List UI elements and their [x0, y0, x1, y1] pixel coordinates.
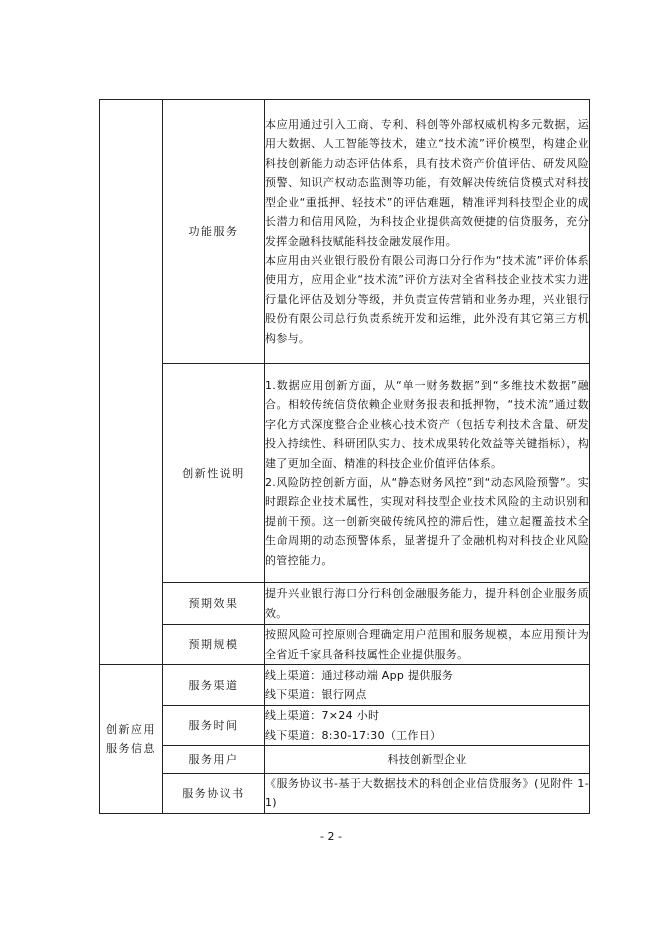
paragraph: 线上渠道：7×24 小时 — [265, 709, 380, 723]
row-label-agreement: 服务协议书 — [163, 774, 265, 814]
row-label-function-service: 功能服务 — [163, 100, 265, 364]
agreement-content: 《服务协议书-基于大数据技术的科创企业信贷服务》(见附件 1-1) — [265, 774, 590, 814]
page-number: - 2 - — [320, 830, 342, 843]
table-row — [100, 774, 590, 814]
innovation-content — [265, 364, 590, 583]
table-row — [100, 583, 590, 625]
table-row — [100, 364, 590, 583]
group-label-text: 创新应用服务信息 — [106, 722, 156, 755]
table-row — [100, 706, 590, 746]
users-content: 科技创新型企业 — [265, 746, 590, 774]
paragraph: 本应用通过引入工商、专利、科创等外部权威机构多元数据，运用大数据、人工智能等技术，建立“技术流”评价模型，构建企业科技创新能力动态评估体系，具有技术资产价值评估、研发风险预警、知识产权动态监测等功能，有效解决传统信贷模式对科技型企业“重抵押、轻技术”的评估难题，精准评判科技型企业的成长潜力和信用风险，为科技企业提供高效便捷的信贷服务，充分发挥金融科技赋能科技金融发展作用。 — [265, 118, 589, 248]
service-info-group-label — [100, 665, 163, 814]
row-label-channel: 服务渠道 — [163, 665, 265, 706]
row-label-expected-effect: 预期效果 — [163, 583, 265, 625]
paragraph: 线下渠道：银行网点 — [265, 688, 367, 701]
channel-content — [265, 665, 590, 706]
time-content — [265, 706, 590, 746]
table-row — [100, 100, 590, 364]
table-row — [100, 665, 590, 706]
row-label-expected-scale: 预期规模 — [163, 625, 265, 665]
function-service-content — [265, 100, 590, 364]
empty-group-cell — [100, 100, 163, 665]
expected-effect-content: 提升兴业银行海口分行科创金融服务能力，提升科创企业服务质效。 — [265, 583, 590, 625]
paragraph: 线下渠道：8:30-17:30（工作日） — [265, 728, 442, 742]
paragraph: 1.数据应用创新方面，从“单一财务数据”到“多维技术数据”融合。相较传统信贷依赖企业财务报表和抵押物，“技术流”通过数字化方式深度整合企业核心技术资产（包括专利技术含量、研发投入持续性、科研团队实力、技术成果转化效益等关键指标），构建了更加全面、精准的科技企业价值评估体系。 — [265, 378, 589, 470]
table-row — [100, 746, 590, 774]
table-row — [100, 625, 590, 665]
expected-scale-content: 按照风险可控原则合理确定用户范围和服务规模，本应用预计为全省近千家具备科技属性企业提供服务。 — [265, 625, 590, 665]
paragraph: 线上渠道：通过移动端 App 提供服务 — [265, 668, 454, 682]
row-label-innovation: 创新性说明 — [163, 364, 265, 583]
paragraph: 2.风险防控创新方面，从“静态财务风控”到“动态风险预警”。实时跟踪企业技术属性，实现对科技型企业技术风险的主动识别和提前干预。这一创新突破传统风控的滞后性，建立起覆盖技术全生命周期的动态预警体系，显著提升了金融机构对科技企业风险的管控能力。 — [265, 476, 589, 567]
paragraph: 本应用由兴业银行股份有限公司海口分行作为“技术流”评价体系使用方，应用企业“技术流”评价方法对全省科技企业技术实力进行量化评估及划分等级，并负责宣传营销和业务办理，兴业银行股份有限公司总行负责系统开发和运维，此外没有其它第三方机构参与。 — [265, 253, 589, 345]
application-info-table — [99, 99, 590, 814]
row-label-users: 服务用户 — [163, 746, 265, 774]
row-label-time: 服务时间 — [163, 706, 265, 746]
